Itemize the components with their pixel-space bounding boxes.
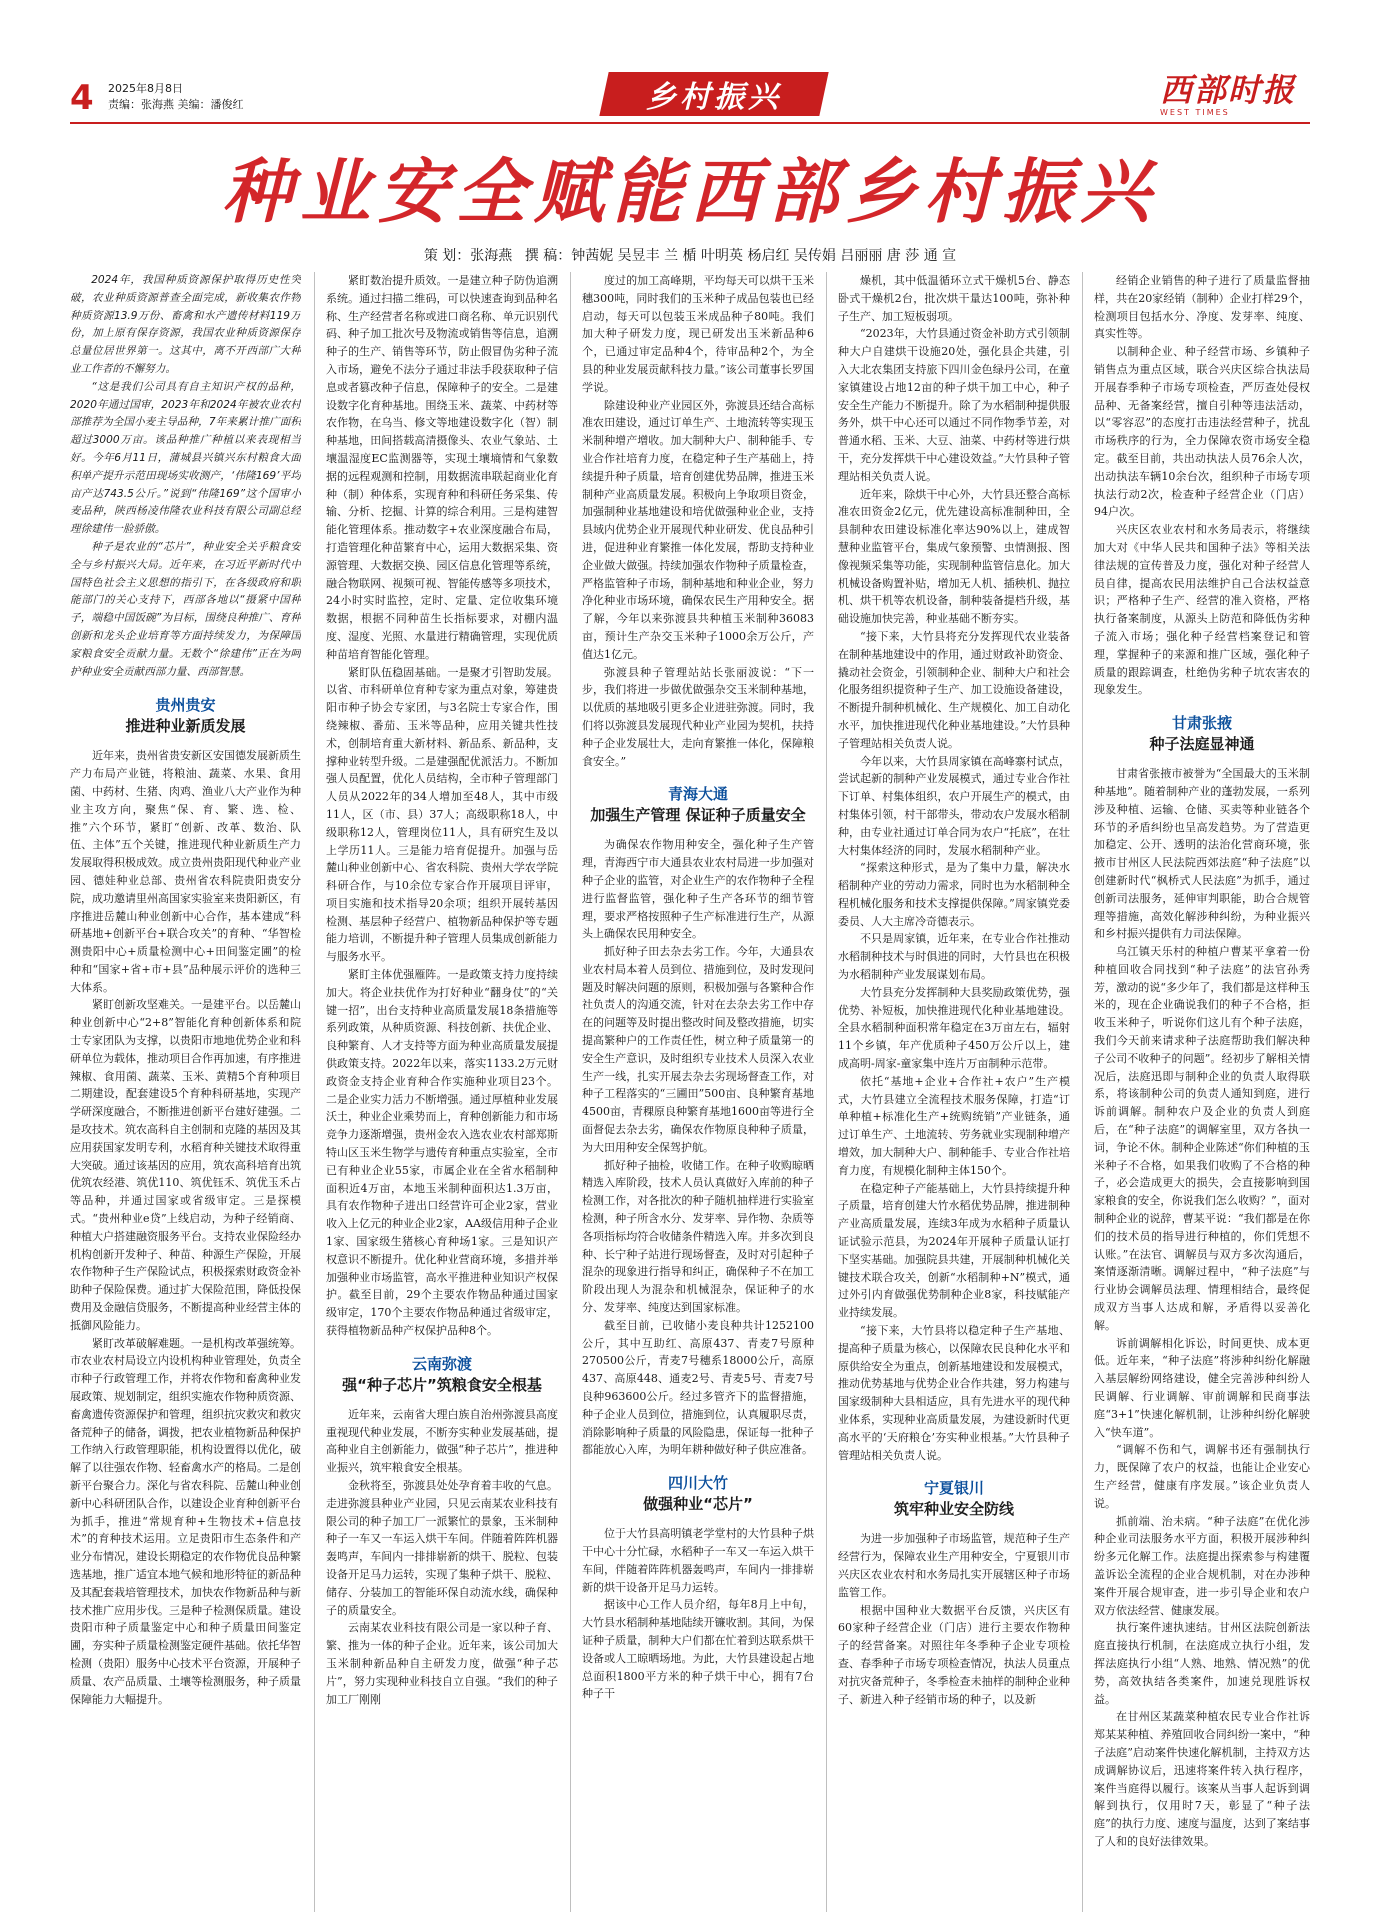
subheading-sichuan — [582, 1473, 814, 1515]
subheading-title: 强“种子芯片”筑粮食安全根基 — [342, 1375, 542, 1394]
planner-credit: 策 划：张海燕 — [423, 248, 513, 264]
body-paragraph: 甘肃省张掖市被誉为“全国最大的玉米制种基地”。随着制种产业的蓬勃发展，一系列涉及种植、运输、仓储、买卖等种业链各个环节的矛盾纠纷也呈高发趋势。为了营造更加稳定、公开、透明的法治化营商环境，张掖市甘州区人民法院西郊法庭“种子法庭”以创建新时代“枫桥式人民法庭”为抓手，通过创新司法服务，延伸审判职能，助合合规管理等措施，高效化解涉种纠纷，为种业振兴和乡村振兴提供有力司法保障。 — [1094, 767, 1310, 941]
body-paragraph: 在甘州区某蔬菜种植农民专业合作社诉郑某某种植、养殖回收合同纠纷一案中，“种子法庭”启动案件快速化解机制，主持双方达成调解协议后，迅速将案件转入执行程序，案件当庭得以履行。该案从当事人起诉到调解到执行，仅用时7天，彰显了“种子法庭”的执行力度、速度与温度，达到了案结事了人和的良好法律效果。 — [1094, 1710, 1310, 1848]
column-divider — [826, 272, 827, 1912]
section-title: 乡村振兴 — [646, 80, 782, 115]
body-paragraph: 今年以来，大竹县周家镇在高峰寨村试点，尝试起新的制种产业发展模式，通过专业合作社下订单、村集体组织，农户开展生产的模式，由村集体引领，村干部带头，带动农户发展水稻制种，由专业社通过订单合同为农户“托底”，在壮大村集体经济的同时，发展水稻制种产业。 — [838, 754, 1070, 857]
body-paragraph: 依托“基地+企业+合作社+农户”生产模式，大竹县建立全流程技术服务保障，打造“订单种植+标准化生产+统购统销”产业链条，通过订单生产、土地流转、劳务就业实现制种增产增效，加大制种大户、制种能手、专业合作社培育力度，有规模化制种主体150个。 — [838, 1074, 1070, 1177]
subheading-region: 青海大通 — [667, 785, 728, 804]
subheading-title: 做强种业“芯片” — [643, 1495, 753, 1514]
body-paragraph: 截至目前，已收储小麦良种共计1252100公斤，其中互助红、高原437、青麦7号原种270500公斤，青麦7号穗系18000公斤，高原437、高原448、通麦2号、青麦5号、青麦7号良种963600公斤。经过多管齐下的监督措施，种子企业人员到位，措施到位，认真履职尽责，消除影响种子质量的风险隐患，保证每一批种子都能放心入库，为明年耕种做好种子供应准备。 — [582, 1318, 814, 1457]
masthead-logo — [1160, 72, 1308, 120]
subheading-region: 甘肃张掖 — [1171, 714, 1232, 733]
column-5 — [1094, 272, 1310, 1912]
body-paragraph: 根据中国种业大数据平台反馈，兴庆区有60家种子经营企业（门店）进行主要农作物种子的经营备案。对照往年冬季种子企业专项检查、春季种子市场专项检查情况，执法人员重点对抗灾备荒种子，冬季检查未抽样的制种企业种子、新进入种子经销市场的种子，以及新 — [838, 1603, 1070, 1706]
subheading-guizhou — [70, 695, 301, 737]
lead-paragraph: 2024年，我国种质资源保护取得历史性突破，农业种质资源普查全面完成，新收集农作物种质资源13.9万份、畜禽和水产遗传材料119万份，加上原有保存资源，我国农业种质资源保存总量位居世界第一。这其中，离不开西部广大种业工作者的不懈努力。 — [70, 274, 301, 375]
subheading-region: 云南弥渡 — [411, 1354, 472, 1373]
body-paragraph: “2023年，大竹县通过资金补助方式引领制种大户自建烘干设施20处，强化县企共建，引入大北农集团支持旅下四川金色绿丹公司，在童家镇建设占地12亩的种子烘干加工中心，种子安全生产能力不断提升。除了为水稻制种提供服务外，烘干中心还可以通过不同作物季节差，对普通水稻、玉米、大豆、油菜、中药材等进行烘干，充分发挥烘干中心建设效益。”大竹县种子管理站相关负责人说。 — [838, 327, 1070, 483]
body-paragraph: 近年来，贵州省贵安新区安国德发展新质生产力布局产业链，将粮油、蔬菜、水果、食用菌、中药材、生猪、肉鸡、渔业八大产业作为种业主攻方向，聚焦“保、育、繁、选、检、推”六个环节，紧盯“创新、改革、数治、队伍、主体”五个关键，推进现代种业新质生产力发展取得积极成效。成立贵州贵阳现代种业产业园、德娃种业总部、贵州省农科院贵阳贵安分院，成功邀请里州高国家实验室来贵阳新区，有序推进岳麓山种业创新中心合作，基本建成“科研基地+创新平台+联合攻关”的育种、“华智检测贵阳中心+质量检测中心+田间鉴定圃”的检种和“国家+省+市+县”品种展示评价的选种三大体系。 — [70, 749, 301, 994]
article-credits — [70, 246, 1310, 266]
issue-date: 2025年8月8日 — [108, 82, 183, 95]
body-paragraph: 据该中心工作人员介绍，每年8月上中旬，大竹县水稻制种基地陆续开镰收割。其间，为保证种子质量，制种大户们都在忙着到达联系烘干设备或人工晾晒场地。为此，大竹县建设起占地总面积1800平方米的种子烘干中心，拥有7台种子干 — [582, 1598, 814, 1701]
body-paragraph: 乌江镇天乐村的种植户曹某平拿着一份种植回收合同找到“种子法庭”的法官孙秀芳，激动的说“多少年了，我们都是这样种玉米的，现在企业确说我们的种子不合格，拒收玉米种子，听说你们这儿有个种子法庭，我们今天前来请求种子法庭帮助我们解决种子公司不收种子的问题”。经初步了解相关情况后，法庭迅即与制种企业的负责人取得联系，将该制种公司的负责人通知到庭，进行诉前调解。制种农户及企业的负责人到庭后，在“种子法庭”的调解室里，双方各执一词，争论不休。制种企业陈述“你们种植的玉米种子不合格，如果我们收购了不合格的种子，必会造成更大的损失，会直接影响到国家粮食的安全，你说我们怎么收购？”，面对制种企业的说辞，曹某平说：“我们都是在你们的技术员的指导进行种植的，你们凭想不认账。”在法官、调解员与双方多次沟通后，案情逐渐清晰。调解过程中，“种子法庭”与行业协会调解员法理、情理相结合，最终促成双方当事人达成和解，矛盾得以妥善化解。 — [1094, 945, 1310, 1332]
body-paragraph: 燥机，其中低温循环立式干燥机5台、静态卧式干燥机2台，批次烘干量达100吨，弥补种子生产、加工短板弱项。 — [838, 274, 1070, 323]
subheading-gansu — [1094, 713, 1310, 755]
body-paragraph: 紧盯改革破解难题。一是机构改革强统筹。市农业农村局设立内设机构种业管理处，负责全市种子行政管理工作，并将农作物和畜禽种业发展政策、规划制定，组织实施农作物种质资源、畜禽遗传资源保护和管理，组织抗灾救灾和救灾备荒种子的储备，调拨，把农业植物新品种保护工作纳入行政管理职能，机构设置得以优化，破解了以往强农作物、轻畜禽水产的格局。二是创新平台聚合力。深化与省农科院、岳麓山种业创新中心科研团队合作，以建设企业育种创新平台为抓手，推进“常规育种+生物技术+信息技术”的育种技术运用。立足贵阳市生态条件和产业分布情况，建设长期稳定的农作物优良品种繁选基地，推广适宜本地气候和地形特征的新品种及其配套栽培管理技术，加快农作物新品种与新技术推广应用步伐。三是种子检测保质量。建设贵阳市种子质量鉴定中心和种子质量田间鉴定圃，夯实种子质量检测鉴定硬件基础。依托华智检测（贵阳）服务中心技术平台资源，开展种子质量、农产品质量、土壤等检测服务，种子质量保障能力大幅提升。 — [70, 1336, 301, 1706]
subheading-title: 推进种业新质发展 — [125, 717, 246, 736]
page-number: 4 — [70, 78, 94, 118]
column-2 — [326, 272, 558, 1912]
lead-paragraph: “这是我们公司具有自主知识产权的品种，2020年通过国审，2023年和2024年被农业农村部推荐为全国小麦主导品种，7年来累计推广面积超过3000万亩。该品种推广种植以来表现相当好。今年6月11日，蒲城县兴镇兴东村粮食大面积单产提升示范田现场实收测产，‘伟隆169’平均亩产达743.5公斤。”说到“伟隆169”这个国审小麦品种，陕西杨凌伟隆农业科技有限公司副总经理徐建伟一脸骄傲。 — [70, 380, 301, 536]
body-paragraph: 以制种企业、种子经营市场、乡镇种子销售点为重点区域，联合兴庆区综合执法局开展春季种子市场专项检查，严厉查处侵权品种、无备案经营，擅自引种等违法活动，以“零容忍”的态度打击违法经营种子，扰乱市场秩序的行为，全力保障农资市场安全稳定。截至目前，共出动执法人员76余人次，出动执法车辆10余台次，组织种子市场专项执法行动2次，检查种子经营企业（门店）94户次。 — [1094, 345, 1310, 519]
writers-credit: 撰 稿：钟茜妮 吴昱丰 兰 楯 叶明英 杨启红 吴传娟 吕丽丽 唐 莎 通 宣 — [524, 248, 957, 264]
body-paragraph: 金秋将至，弥渡县处处孕育着丰收的气息。走进弥渡县种业产业园，只见云南某农业科技有限公司的种子加工厂一派繁忙的景象，玉米制种种子一车又一车运入烘干车间。伴随着阵阵机器轰鸣声，车间内一排排崭新的烘干、脱粒、包装设备开足马力运转，实现了集种子烘干、脱粒、储存、分装加工的智能环保自动流水线，确保种子的质量安全。 — [326, 1479, 558, 1617]
section-banner — [599, 72, 828, 116]
column-1 — [70, 272, 301, 1912]
body-paragraph: 不只是周家镇，近年来，在专业合作社推动水稻制种技术与时俱进的同时，大竹县也在积极为水稻制种产业发展谋划布局。 — [838, 932, 1070, 982]
subheading-title: 筑牢种业安全防线 — [893, 1500, 1014, 1519]
body-paragraph: 抓好种子抽检，收储工作。在种子收购晾晒精选入库阶段，技术人员认真做好入库前的种子检测工作，对各批次的种子随机抽样进行实验室检测，种子所含水分、发芽率、异作物、杂质等各项指标均符合收储条件精选入库。并多次到良种、长宁种子站进行现场督查，及时对引起种子混杂的现象进行指导和纠正，确保种子不在加工阶段出现人为混杂和机械混杂，保证种子的水分、发芽率、纯度达到国家标准。 — [582, 1158, 814, 1315]
body-paragraph: 兴庆区农业农村和水务局表示，将继续加大对《中华人民共和国种子法》等相关法律法规的宣传普及力度，强化对种子经营人员自律，提高农民用法维护自己合法权益意识；严格种子生产、经营的准入资格，严格执行备案制度，从源头上防范和降低伪劣种子流入市场；强化种子经营档案登记和管理，掌握种子的来源和推广区域，强化种子质量的跟踪调查，杜绝伪劣种子坑农害农的现象发生。 — [1094, 523, 1310, 697]
body-paragraph: 位于大竹县高明镇老学堂村的大竹县种子烘干中心十分忙碌，水稻种子一车又一车运入烘干车间，伴随着阵阵机器轰鸣声，车间内一排排崭新的烘干设备开足马力运转。 — [582, 1527, 814, 1594]
body-paragraph: “调解不伤和气，调解书还有强制执行力，既保障了农户的权益，也能让企业安心生产经营，健康有序发展。”该企业负责人说。 — [1094, 1443, 1310, 1510]
subheading-qinghai — [582, 784, 814, 826]
body-paragraph: 紧盯队伍稳固基础。一是聚才引智助发展。以省、市科研单位育种专家为重点对象，筹建贵阳市种子协会专家团，与3名院士专家合作，围绕辣椒、番茄、玉米等品种，应用关键共性技术，创制培育重大新材料、新品系、新品种，支撑种业转型升级。二是建强配优派活力。不断加强人员配置，优化人员结构，全市种子管理部门人员从2022年的34人增加至48人，其中市级11人，区（市、县）37人；高级职称18人，中级职称12人，管理岗位11人，具有研究生及以上学历11人。三是能力培育促提升。加强与岳麓山种业创新中心、省农科院、贵州大学农学院科研合作，与10余位专家合作开展项目评审，项目实施和技术指导20余项；组织开展转基因检测、基层种子经营户、植物新品种保护等专题能力培训，不断提升种子管理人员集成创新能力与服务水平。 — [326, 665, 558, 964]
body-paragraph: 抓前端、治未病。“种子法庭”在优化涉种企业司法服务水平方面，积极开展涉种纠纷多元化解工作。法庭提出探索参与构建覆盖诉讼全流程的企业合规机制，对在办涉种案件开展合规审查，进一步引导企业和农户双方依法经营、健康发展。 — [1094, 1514, 1310, 1617]
body-paragraph: 近年来，云南省大理白族自治州弥渡县高度重视现代种业发展，不断夯实种业发展基础，提高种业自主创新能力，做强“种子芯片”，推进种业振兴，筑牢粮食安全根基。 — [326, 1407, 558, 1475]
body-paragraph: 经销企业销售的种子进行了质量监督抽样，共在20家经销（制种）企业打样29个，检测项目包括水分、净度、发芽率、纯度、真实性等。 — [1094, 274, 1310, 341]
body-paragraph: 云南某农业科技有限公司是一家以种子育、繁、推为一体的种子企业。近年来，该公司加大玉米制种新品种自主研发力度，做强“种子芯片”，努力实现种业科技自立自强。“我们的种子加工厂刚刚 — [326, 1621, 558, 1706]
subheading-region: 宁夏银川 — [923, 1479, 984, 1498]
article-title: 种业安全赋能西部乡村振兴 — [222, 151, 1158, 233]
subheading-region: 贵州贵安 — [155, 696, 216, 715]
body-paragraph: 为确保农作物用种安全，强化种子生产管理，青海西宁市大通县农业农村局进一步加强对种子企业的监管，对企业生产的农作物种子全程进行监督监管，强化种子生产各环节的细节管理，要求严格按照种子生产标准进行生产，从源头上确保农民用种安全。 — [582, 838, 814, 941]
header-rule — [70, 122, 1310, 124]
column-4 — [838, 272, 1070, 1912]
subheading-title: 加强生产管理 保证种子质量安全 — [590, 806, 806, 825]
subheading-yunnan — [326, 1354, 558, 1396]
body-paragraph: 弥渡县种子管理站站长张丽波说：“下一步，我们将进一步做优做强杂交玉米制种基地，以优质的基地吸引更多企业进驻弥渡。同时，我们将以弥渡县发展现代种业产业园为契机，扶持种子企业发展壮大，走向育繁推一体化，保障粮食安全。” — [582, 665, 814, 768]
column-divider — [1082, 272, 1083, 1912]
body-paragraph: 在稳定种子产能基础上，大竹县持续提升种子质量，培育创建大竹水稻优势品牌，推进制种产业高质量发展，连续3年成为水稻种子质量认证试验示范县，为2024年开展种子质量认证打下坚实基础。加强院县共建，开展制种机械化关键技术联合攻关，创新“水稻制种+N”模式，通过外引内育做强优势制种企业8家，科技赋能产业持续发展。 — [838, 1181, 1070, 1320]
column-divider — [570, 272, 571, 1912]
body-paragraph: 紧盯主体优强雁阵。一是政策支持力度持续加大。将企业扶优作为打好种业“翻身仗”的“关键一招”，出台支持种业高质量发展18条措施等系列政策，从种质资源、科技创新、扶优企业、良种繁育、人才支持等方面为种业高质量发展提供政策支持。2022年以来，落实1133.2万元财政资金支持企业育种合作实施种业项目23个。二是企业实力活力不断增强。通过厚植种业发展沃土，种业企业乘势而上，育种创新能力和市场竞争力逐渐增强，贵州金农入选农业农村部郑斯特山区玉米生物学与遗传育种重点实验室，全市已有种业企业55家，市属企业在全省水稻制种面积近4万亩，本地玉米制种面积达1.3万亩，具有农作物种子进出口经营许可企业2家，营业收入上亿元的种业企业2家，AA级信用种子企业1家、国家级生猪核心育种场1家。三是知识产权意识不断提升。优化种业营商环境，多措并举加强种业市场监管，高水平推进种业知识产权保护。截至目前，29个主要农作物品种通过国家级审定，170个主要农作物品种通过省级审定，获得植物新品种产权保护品种8个。 — [326, 968, 558, 1338]
body-paragraph: 除建设种业产业园区外，弥渡县还结合高标准农田建设，通过订单生产、土地流转等实现玉米制种增产增收。加大制种大户、制种能手、专业合作社培育力度，在稳定种子生产基础上，持续提升种子质量，培育创建优势品牌，推进玉米制种产业高质量发展。积极向上争取项目资金，加强制种业基地建设和培优做强种业企业，支持县域内优势企业开展现代种业研发、优良品种引进，促进种业育繁推一体化发展，帮助支持种业企业做大做强。持续加强农作物种子质量检查，严格监管种子市场，制种基地和种业企业，努力净化种业市场环境，确保农民生产用种安全。据了解，今年以来弥渡县共种植玉米制种36083亩，预计生产杂交玉米种子1000余万公斤，产值达1亿元。 — [582, 398, 814, 661]
body-paragraph: 大竹县充分发挥制种大县奖励政策优势，强优势、补短板，加快推进现代化种业基地建设。全县水稻制种面积常年稳定在3万亩左右，辐射11个乡镇，年产优质种子450万公斤以上，建成高明-周家-童家集中连片万亩制种示范带。 — [838, 985, 1070, 1071]
body-paragraph: “接下来，大竹县将以稳定种子生产基地、提高种子质量为核心，以保障农民良种化水平和原供给安全为重点，创新基地建设和发展模式，推动优势基地与优势企业合作共建，努力构建与国家级制种大县相适应，具有先进水平的现代种业体系，实现种业高质量发展，为建设新时代更高水平的‘天府粮仓’夯实种业根基。”大竹县种子管理站相关负责人说。 — [838, 1324, 1070, 1462]
body-paragraph: 近年来，除烘干中心外，大竹县还整合高标准农田资金2亿元，优先建设高标准制种田，全县制种农田建设标准化率达90%以上，建成智慧种业监管平台，集成气象预警、虫情测报、图像视频采集等功能，实现制种监管信息化。加大机械设备购置补贴，增加无人机、插秧机、抛拉机、烘干机等农机设备，制种装备提档升级，基础设施加快完善，种业基础不断夯实。 — [838, 487, 1070, 626]
body-paragraph: “接下来，大竹县将充分发挥现代农业装备在制种基地建设中的作用，通过财政补助资金、撬动社会资金，引领制种企业、制种大户和社会化服务组织提资种子生产、加工设施设备建设，不断提升制种机械化、生产规模化、加工自动化水平，加快推进现代化种业基地建设。”大竹县种子管理站相关负责人说。 — [838, 629, 1070, 750]
body-paragraph: 紧盯创新攻坚难关。一是建平台。以岳麓山种业创新中心“2+8”智能化育种创新体系和院士专家团队为支撑，以贵阳市地地优势企业和科研单位为载体，推动项目合作再加速，有序推进辣椒、食用菌、蔬菜、玉米、黄精5个育种项目二期建设，配套建设5个育种科研基地，实现产学研深度融合，不断推进创新平台建好建强。二是攻技术。筑农高科自主创制和克隆的基因及其应用获国家发明专利，水稻育种关键技术取得重大突破。通过该基因的应用，筑农高科培育出筑优筑农经港、筑优110、筑优钰禾、筑优玉禾占等品种，并通过国家或省级审定。三是探模式。“贵州种业e贷”上线启动，为种子经销商、种植大户搭建融资服务平台。支持农业保险经办机构创新开发种子、种苗、种源生产保险，开展农作物种子生产保险试点，积极探索财政资金补助种子保险保费。通过扩大保险范围，降低投保费用及金融信贷服务，不断提高种业经营主体的抵御风险能力。 — [70, 998, 301, 1332]
column-divider — [314, 272, 315, 1912]
subheading-ningxia — [838, 1478, 1070, 1520]
lead-paragraph: 种子是农业的“芯片”，种业安全关乎粮食安全与乡村振兴大局。近年来，在习近平新时代中国特色社会主义思想的指引下，在各级政府和职能部门的关心支持下，西部各地以“摄紧中国种子，端稳中国饭碗”为目标，围绕良种推广、育种创新和龙头企业培育等方面持续发力，为保障国家粮食安全贡献力量。无数个“徐建伟”正在为呵护种业安全贡献西部力量、西部智慧。 — [70, 540, 301, 678]
editors-credit: 责编：张海燕 美编：潘俊红 — [108, 98, 244, 111]
body-paragraph: 为进一步加强种子市场监管，规范种子生产经营行为，保障农业生产用种安全，宁夏银川市兴庆区农业农村和水务局扎实开展辖区种子市场监管工作。 — [838, 1532, 1070, 1599]
body-paragraph: “探索这种形式，是为了集中力量，解决水稻制种产业的劳动力需求，同时也为水稻制种全程机械化服务和技术支撑提供保障。”周家镇党委委员、人大主席冷奇德表示。 — [838, 861, 1070, 928]
column-3 — [582, 272, 814, 1912]
body-paragraph: 紧盯数治提升质效。一是建立种子防伪追溯系统。通过扫描二维码，可以快速查询到品种名称、生产经营者名称或进口商名称、单元识别代码、种子加工批次号及物流或销售等信息，追溯种子的生产、销售等环节，防止假冒伪劣种子流入市场，避免不法分子通过非法手段获取种子信息或者篡改种子信息，保障种子的安全。二是建设数字化育种基地。围绕玉米、蔬菜、中药材等农作物，在乌当、修文等地建设数字化（智）制种基地，田间搭载高清摄像头、农业气象站、土壤温湿度EC监测器等，实现土壤墒情和气象数据的远程观测和控制，用数据流串联起商业化育种（制）种体系，实现育种和科研任务采集、传输、分析、挖掘、计算的综合利用。三是构建智能化管理体系。推动数字+农业深度融合布局，打造管理化种苗繁育中心，运用大数据采集、资源管理、大数据交换、园区信息化管理等系统，融合物联网、视频可视、智能传感等多项技术，24小时实时监控，定时、定量、定位收集环境数据，根据不同种苗生长指标要求，对棚内温度、湿度、光照、水量进行精确管理，实现优质种苗培育智能化管理。 — [326, 274, 558, 661]
masthead-subtitle: WEST TIMES — [1160, 108, 1230, 117]
masthead-name: 西部时报 — [1160, 71, 1297, 109]
subheading-region: 四川大竹 — [667, 1474, 728, 1493]
subheading-title: 种子法庭显神通 — [1149, 735, 1255, 754]
body-paragraph: 度过的加工高峰期，平均每天可以烘干玉米穗300吨，同时我们的玉米种子成品包装也已经启动，每天可以包装玉米成品种子80吨。我们加大种子研发力度，现已研发出玉米新品种6个，已通过审定品种4个，待审品种2个，为全县的种业发展贡献科技力量。”该公司董事长罗国学说。 — [582, 274, 814, 394]
body-paragraph: 抓好种子田去杂去劣工作。今年，大通县农业农村局本着人员到位、措施到位，及时发现问题及时解决问题的原则，积极加强与各繁种合作社负责人的沟通交流，针对在去杂去劣工作中存在的问题等及时提出整改时间及整改措施，切实提高繁种户的工作责任性，树立种子质量第一的安全生产意识，及时组织专业技术人员深入农业生产一线，扎实开展去杂去劣现场督查工作，对种子工程落实的“三圃田”500亩、良种繁育基地4500亩，青稞原良种繁育基地1600亩等进行全面督促去杂去劣，确保农作物原良种种子质量，为大田用种安全保驾护航。 — [582, 945, 814, 1154]
body-paragraph: 执行案件速执速结。甘州区法院创新法庭直接执行机制，在法庭成立执行小组，发挥法庭执行小组“人熟、地熟、情况熟”的优势，高效执结各类案件，加速兑现胜诉权益。 — [1094, 1621, 1310, 1706]
body-paragraph: 诉前调解相化诉讼，时间更快、成本更低。近年来，“种子法庭”将涉种纠纷化解融入基层解纷网络建设，健全完善涉种纠纷人民调解、行业调解、审前调解和民商事法庭“3+1”快速化解机制，让涉种纠纷化解驶入“快车道”。 — [1094, 1336, 1310, 1439]
